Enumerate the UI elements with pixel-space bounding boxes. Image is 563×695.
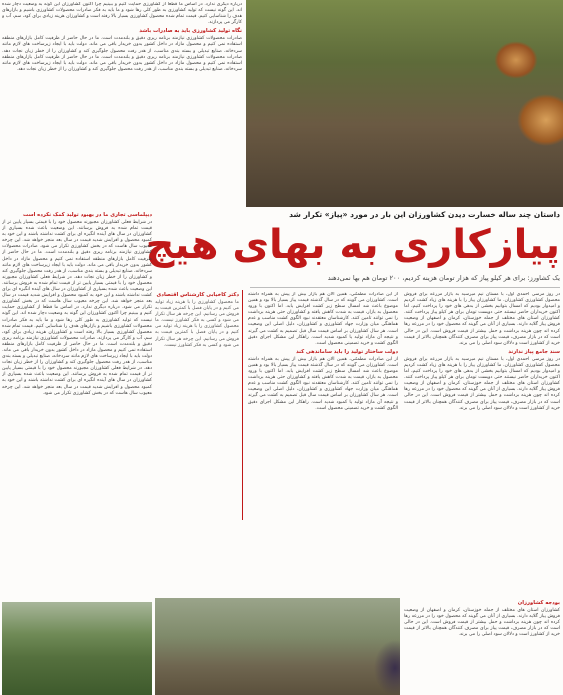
quote-label: دکتر کاخیابی کارشناس اقتصادی: [156, 292, 239, 298]
article-lead: یک کشاورز: برای هر کیلو پیاز که هزار تومان هزینه کردیم، ۲۰۰ تومان هم بها نمی‌دهند: [327, 274, 560, 282]
sub-heading-export: نگاه تولید کشاورزی باید به صادرات باشد: [139, 28, 242, 35]
article-headline: پیازکاری به بهای هیچ: [145, 222, 560, 268]
onion-field-photo: [246, 0, 563, 207]
article-kicker: داستان چند ساله خسارت دیدن کشاورزان این بار در مورد «پیاز» تکرار شد: [289, 210, 560, 219]
field-workers-photo: [2, 602, 152, 695]
sub-heading-structure: دولت ساختار تولید را باید ساماندهی کند: [296, 348, 398, 355]
farmers-photo: [155, 598, 400, 695]
right-column: در روز مرسی احمدی اول، با مستان نیم میرسید به بازار مزرعه برای فروش محصول کشاورزی کشاورزان. ما کشاورزان پیاز را با هزینه های زیاد کشت کردیم و امیدوار بودیم که امسال بتوانیم بخشی از بدهی های خود را پرداخت کنیم، اما اکنون خریداران حاضر نیستند حتی دویست تومان برای هر کیلو پیاز پرداخت کنند. کشاورزان استان های مختلف از جمله خوزستان، کرمان و اصفهان از وضعیت فروش پیاز گلایه دارند. بسیاری از آنان می گویند که محصول خود را در مزرعه رها کرده اند چون هزینه برداشت و حمل بیشتر از قیمت فروش است. این در حالی است که در بازار مصرف، قیمت پیاز برای مصرف کنندگان همچنان بالاتر از قیمت خرید از کشاورز است و دلالان سود اصلی را می برند. سند جامع پیاز ندارند در روز مرسی احمدی اول، با مستان نیم میرسید به بازار مزرعه برای فروش محصول کشاورزی کشاورزان. ما کشاورزان پیاز را با هزینه های زیاد کشت کردیم و امیدوار بودیم که امسال بتوانیم بخشی از بدهی های خود را پرداخت کنیم، اما اکنون خریداران حاضر نیستند حتی دویست تومان برای هر کیلو پیاز پرداخت کنند. کشاورزان استان های مختلف از جمله خوزستان، کرمان و اصفهان از وضعیت فروش پیاز گلایه دارند. بسیاری از آنان می گویند که محصول خود را در مزرعه رها کرده اند چون هزینه برداشت و حمل بیشتر از قیمت فروش است. این در حالی است که در بازار مصرف، قیمت پیاز برای مصرف کنندگان همچنان بالاتر از قیمت خرید از کشاورز است و دلالان سود اصلی را می برند.: [404, 292, 560, 411]
sub-heading-diplomacy: دیپلماسی تجاری ما در بهبود تولید کمک نکرده است: [22, 212, 152, 218]
sub-heading-budget: بودجه کشاورزان: [517, 600, 560, 606]
quote-box: دکتر کاخیابی کارشناس اقتصادی ما محصول کشاورزی را با هزینه زیاد تولید می کنیم و در پایان فصل با کمترین قیمت به فروش می رسانیم. این چرخه هر سال تکرار می شود و کسی به فکر کشاورز نیست. ما محصول کشاورزی را با هزینه زیاد تولید می کنیم و در پایان فصل با کمترین قیمت به فروش می رسانیم. این چرخه هر سال تکرار می شود و کسی به فکر کشاورز نیست.: [155, 290, 243, 520]
sub-heading-document: سند جامع پیاز ندارند: [508, 348, 560, 355]
left-column: دیپلماسی تجاری ما در بهبود تولید کمک نکرده است در شرایط فعلی کشاورزان مجبورند محصول خود را با قیمتی بسیار پایین تر از قیمت تمام شده به فروش برسانند. این وضعیت باعث شده بسیاری از کشاورزان در سال های آینده انگیزه ای برای کشت نداشته باشند و این خود به کمبود محصول و افزایش شدید قیمت در سال بعد منجر خواهد شد. این چرخه معیوب سال هاست که در بخش کشاورزی تکرار می شود. صادرات محصولات کشاورزی نیازمند برنامه ریزی دقیق و بلندمدت است. ما در حال حاضر از ظرفیت کامل بازارهای منطقه استفاده نمی کنیم و محصول مازاد در داخل کشور بدون خریدار باقی می ماند. دولت باید با ایجاد زیرساخت های لازم مانند سردخانه، صنایع تبدیلی و بسته بندی مناسب، از هدر رفت محصول جلوگیری کند و کشاورزان را از خطر زیان نجات دهد. در شرایط فعلی کشاورزان مجبورند محصول خود را با قیمتی بسیار پایین تر از قیمت تمام شده به فروش برسانند. این وضعیت باعث شده بسیاری از کشاورزان در سال های آینده انگیزه ای برای کشت نداشته باشند و این خود به کمبود محصول و افزایش شدید قیمت در سال بعد منجر خواهد شد. این چرخه معیوب سال هاست که در بخش کشاورزی تکرار می شود. درباره دیگری ندارد. در اساس ما قطعا از کشاورزی حمایت کنیم و ببینیم چرا اکنون کشاورزان این گونه به وضعیت دچار شده اند. این گونه نیست که تولید کشاورزی به طور کلی رها شود و ما باید به فکر صادرات محصولات کشاورزی باشیم و بازارهای هدف را شناسایی کنیم. قیمت تمام شده محصول کشاورزی بسیار بالا رفته است و کشاورزان هزینه زیادی برای کود، سم، آب و کارگر می پردازند. صادرات محصولات کشاورزی نیازمند برنامه ریزی دقیق و بلندمدت است. ما در حال حاضر از ظرفیت کامل بازارهای منطقه استفاده نمی کنیم و محصول مازاد در داخل کشور بدون خریدار باقی می ماند. دولت باید با ایجاد زیرساخت های لازم مانند سردخانه، صنایع تبدیلی و بسته بندی مناسب، از هدر رفت محصول جلوگیری کند و کشاورزان را از خطر زیان نجات دهد. در شرایط فعلی کشاورزان مجبورند محصول خود را با قیمتی بسیار پایین تر از قیمت تمام شده به فروش برسانند. این وضعیت باعث شده بسیاری از کشاورزان در سال های آینده انگیزه ای برای کشت نداشته باشند و این خود به کمبود محصول و افزایش شدید قیمت در سال بعد منجر خواهد شد. این چرخه معیوب سال هاست که در بخش کشاورزی تکرار می شود.: [2, 212, 152, 396]
divider: [250, 287, 560, 288]
left-top-column: درباره دیگری ندارد. در اساس ما قطعا از کشاورزی حمایت کنیم و ببینیم چرا اکنون کشاورزان این گونه به وضعیت دچار شده اند. این گونه نیست که تولید کشاورزی به طور کلی رها شود و ما باید به فکر صادرات محصولات کشاورزی باشیم و بازارهای هدف را شناسایی کنیم. قیمت تمام شده محصول کشاورزی بسیار بالا رفته است و کشاورزان هزینه زیادی برای کود، سم، آب و کارگر می پردازند. نگاه تولید کشاورزی باید به صادرات باشد صادرات محصولات کشاورزی نیازمند برنامه ریزی دقیق و بلندمدت است. ما در حال حاضر از ظرفیت کامل بازارهای منطقه استفاده نمی کنیم و محصول مازاد در داخل کشور بدون خریدار باقی می ماند. دولت باید با ایجاد زیرساخت های لازم مانند سردخانه، صنایع تبدیلی و بسته بندی مناسب، از هدر رفت محصول جلوگیری کند و کشاورزان را از خطر زیان نجات دهد. صادرات محصولات کشاورزی نیازمند برنامه ریزی دقیق و بلندمدت است. ما در حال حاضر از ظرفیت کامل بازارهای منطقه استفاده نمی کنیم و محصول مازاد در داخل کشور بدون خریدار باقی می ماند. دولت باید با ایجاد زیرساخت های لازم مانند سردخانه، صنایع تبدیلی و بسته بندی مناسب، از هدر رفت محصول جلوگیری کند و کشاورزان را از خطر زیان نجات دهد.: [2, 2, 242, 72]
bottom-right-column: بودجه کشاورزان کشاورزان استان های مختلف از جمله خوزستان، کرمان و اصفهان از وضعیت فروش پیاز گلایه دارند. بسیاری از آنان می گویند که محصول خود را در مزرعه رها کرده اند چون هزینه برداشت و حمل بیشتر از قیمت فروش است. این در حالی است که در بازار مصرف، قیمت پیاز برای مصرف کنندگان همچنان بالاتر از قیمت خرید از کشاورز است و دلالان سود اصلی را می برند.: [404, 600, 560, 638]
middle-column: از این صادرات مطمئنی، همین الان هم بازار بیش از پیش به همراه داشته است. کشاورزان می گویند که در سال گذشته قیمت پیاز بسیار بالا بود و همین موضوع باعث شد امسال سطح زیر کشت افزایش یابد. اما اکنون با ورود محصول به بازار، قیمت به شدت کاهش یافته و کشاورزان حتی هزینه برداشت را نمی توانند تامین کنند. کارشناسان معتقدند نبود الگوی کشت مناسب و عدم هماهنگی میان وزارت جهاد کشاورزی و کشاورزان، دلیل اصلی این وضعیت است. هر سال کشاورزان بر اساس قیمت سال قبل تصمیم به کشت می گیرند و نتیجه آن مازاد تولید یا کمبود شدید است. راهکار این مشکل اجرای دقیق الگوی کشت و خرید تضمینی محصول است. دولت ساختار تولید را باید ساماندهی کند از این صادرات مطمئنی، همین الان هم بازار بیش از پیش به همراه داشته است. کشاورزان می گویند که در سال گذشته قیمت پیاز بسیار بالا بود و همین موضوع باعث شد امسال سطح زیر کشت افزایش یابد. اما اکنون با ورود محصول به بازار، قیمت به شدت کاهش یافته و کشاورزان حتی هزینه برداشت را نمی توانند تامین کنند. کارشناسان معتقدند نبود الگوی کشت مناسب و عدم هماهنگی میان وزارت جهاد کشاورزی و کشاورزان، دلیل اصلی این وضعیت است. هر سال کشاورزان بر اساس قیمت سال قبل تصمیم به کشت می گیرند و نتیجه آن مازاد تولید یا کمبود شدید است. راهکار این مشکل اجرای دقیق الگوی کشت و خرید تضمینی محصول است.: [248, 292, 398, 411]
